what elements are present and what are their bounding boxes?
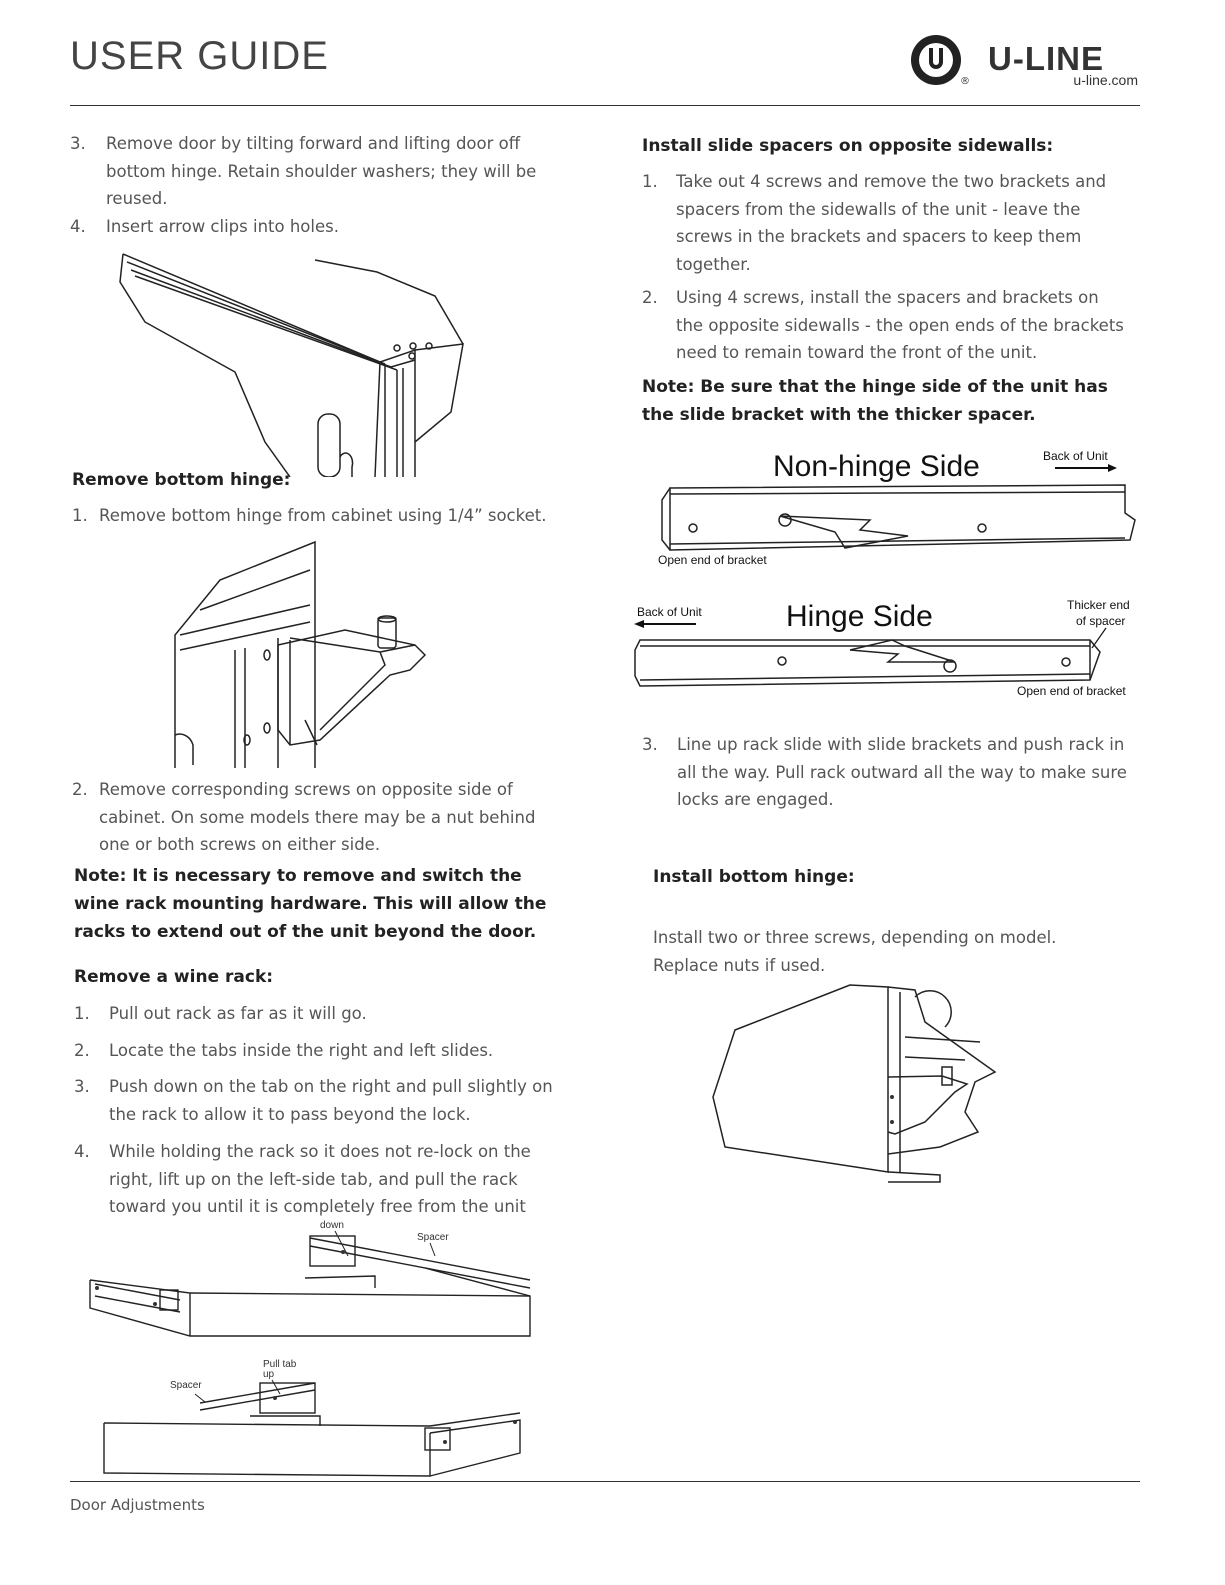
- back-of-unit-label: Back of Unit: [637, 605, 702, 619]
- note-hinge-side: Note: Be sure that the hinge side of the unit has the slide bracket with the thicker spacer.: [642, 377, 1108, 425]
- brand-name: U-LINE: [988, 40, 1104, 77]
- label-spacer: Spacer: [170, 1380, 202, 1391]
- list-item: 2. Remove corresponding screws on opposite side of cabinet. On some models there may be a nut behind one or both screws on either side.: [72, 780, 536, 854]
- label-spacer: Spacer: [417, 1232, 449, 1243]
- hinge-bracket: [635, 640, 1100, 686]
- registered-mark: ®: [960, 76, 970, 87]
- list-item: 4. While holding the rack so it does not re-lock on the right, lift up on the left-side tab, and pull the rack toward you until it is completely free from the unit: [74, 1142, 531, 1216]
- list-item: 2. Locate the tabs inside the right and left slides.: [74, 1041, 494, 1060]
- footer-label: Door Adjustments: [70, 1496, 205, 1514]
- label-up: up: [263, 1369, 275, 1380]
- hinge-side-title: Hinge Side: [786, 600, 933, 633]
- thicker-end-label-2: of spacer: [1076, 614, 1126, 628]
- list-item: 1. Take out 4 screws and remove the two brackets and spacers from the sidewalls of the unit - leave the screws in the brackets and spacers to keep them together.: [642, 172, 1107, 274]
- bracket-diagram: [630, 440, 1140, 705]
- non-hinge-bracket: [662, 485, 1135, 550]
- rack-tab-up-illustration: [100, 1358, 530, 1483]
- open-end-label: Open end of bracket: [1017, 684, 1126, 698]
- install-spacers-heading: Install slide spacers on opposite sidewalls:: [642, 136, 1054, 156]
- list-item: 3. Line up rack slide with slide brackets and push rack in all the way. Pull rack outward all the way to make sure locks are engaged.: [642, 735, 1127, 809]
- non-hinge-side-title: Non-hinge Side: [773, 450, 980, 483]
- list-item: 4. Insert arrow clips into holes.: [70, 217, 339, 236]
- list-item: 2. Using 4 screws, install the spacers and brackets on the opposite sidewalls - the open ends of the brackets need to remain toward the front of the unit.: [642, 288, 1124, 362]
- list-item: 1. Remove bottom hinge from cabinet using 1/4” socket.: [72, 506, 547, 525]
- bottom-hinge-illustration: [170, 540, 440, 770]
- u-line-logo-icon: [910, 34, 962, 86]
- back-of-unit-label: Back of Unit: [1043, 449, 1108, 463]
- label-down: down: [320, 1220, 344, 1231]
- note-mounting-hardware: Note: It is necessary to remove and switch the wine rack mounting hardware. This will allow the racks to extend out of the unit beyond the door.: [74, 866, 547, 942]
- install-hinge-illustration: [710, 982, 1030, 1187]
- thicker-end-label: Thicker end: [1067, 598, 1130, 612]
- brand-url: u-line.com: [1073, 72, 1138, 88]
- install-hinge-heading: Install bottom hinge:: [653, 867, 855, 887]
- header-rule: [70, 105, 1140, 106]
- rack-tab-down-illustration: [85, 1218, 535, 1348]
- door-corner-illustration: [115, 252, 475, 477]
- list-item: 3. Push down on the tab on the right and pull slightly on the rack to allow it to pass beyond the lock.: [74, 1077, 553, 1124]
- page-title: USER GUIDE: [70, 34, 329, 78]
- list-item: 3. Remove door by tilting forward and lifting door off bottom hinge. Retain shoulder washers; they will be reused.: [70, 134, 537, 208]
- brand-logo: [910, 34, 1140, 94]
- remove-wine-rack-heading: Remove a wine rack:: [74, 967, 274, 987]
- footer-rule: [70, 1481, 1140, 1482]
- install-hinge-text: Install two or three screws, depending on model. Replace nuts if used.: [653, 928, 1057, 975]
- open-end-label: Open end of bracket: [658, 553, 767, 567]
- label-pull-tab: Pull tab: [263, 1359, 297, 1370]
- remove-hinge-heading: Remove bottom hinge:: [72, 470, 291, 490]
- list-item: 1. Pull out rack as far as it will go.: [74, 1004, 367, 1023]
